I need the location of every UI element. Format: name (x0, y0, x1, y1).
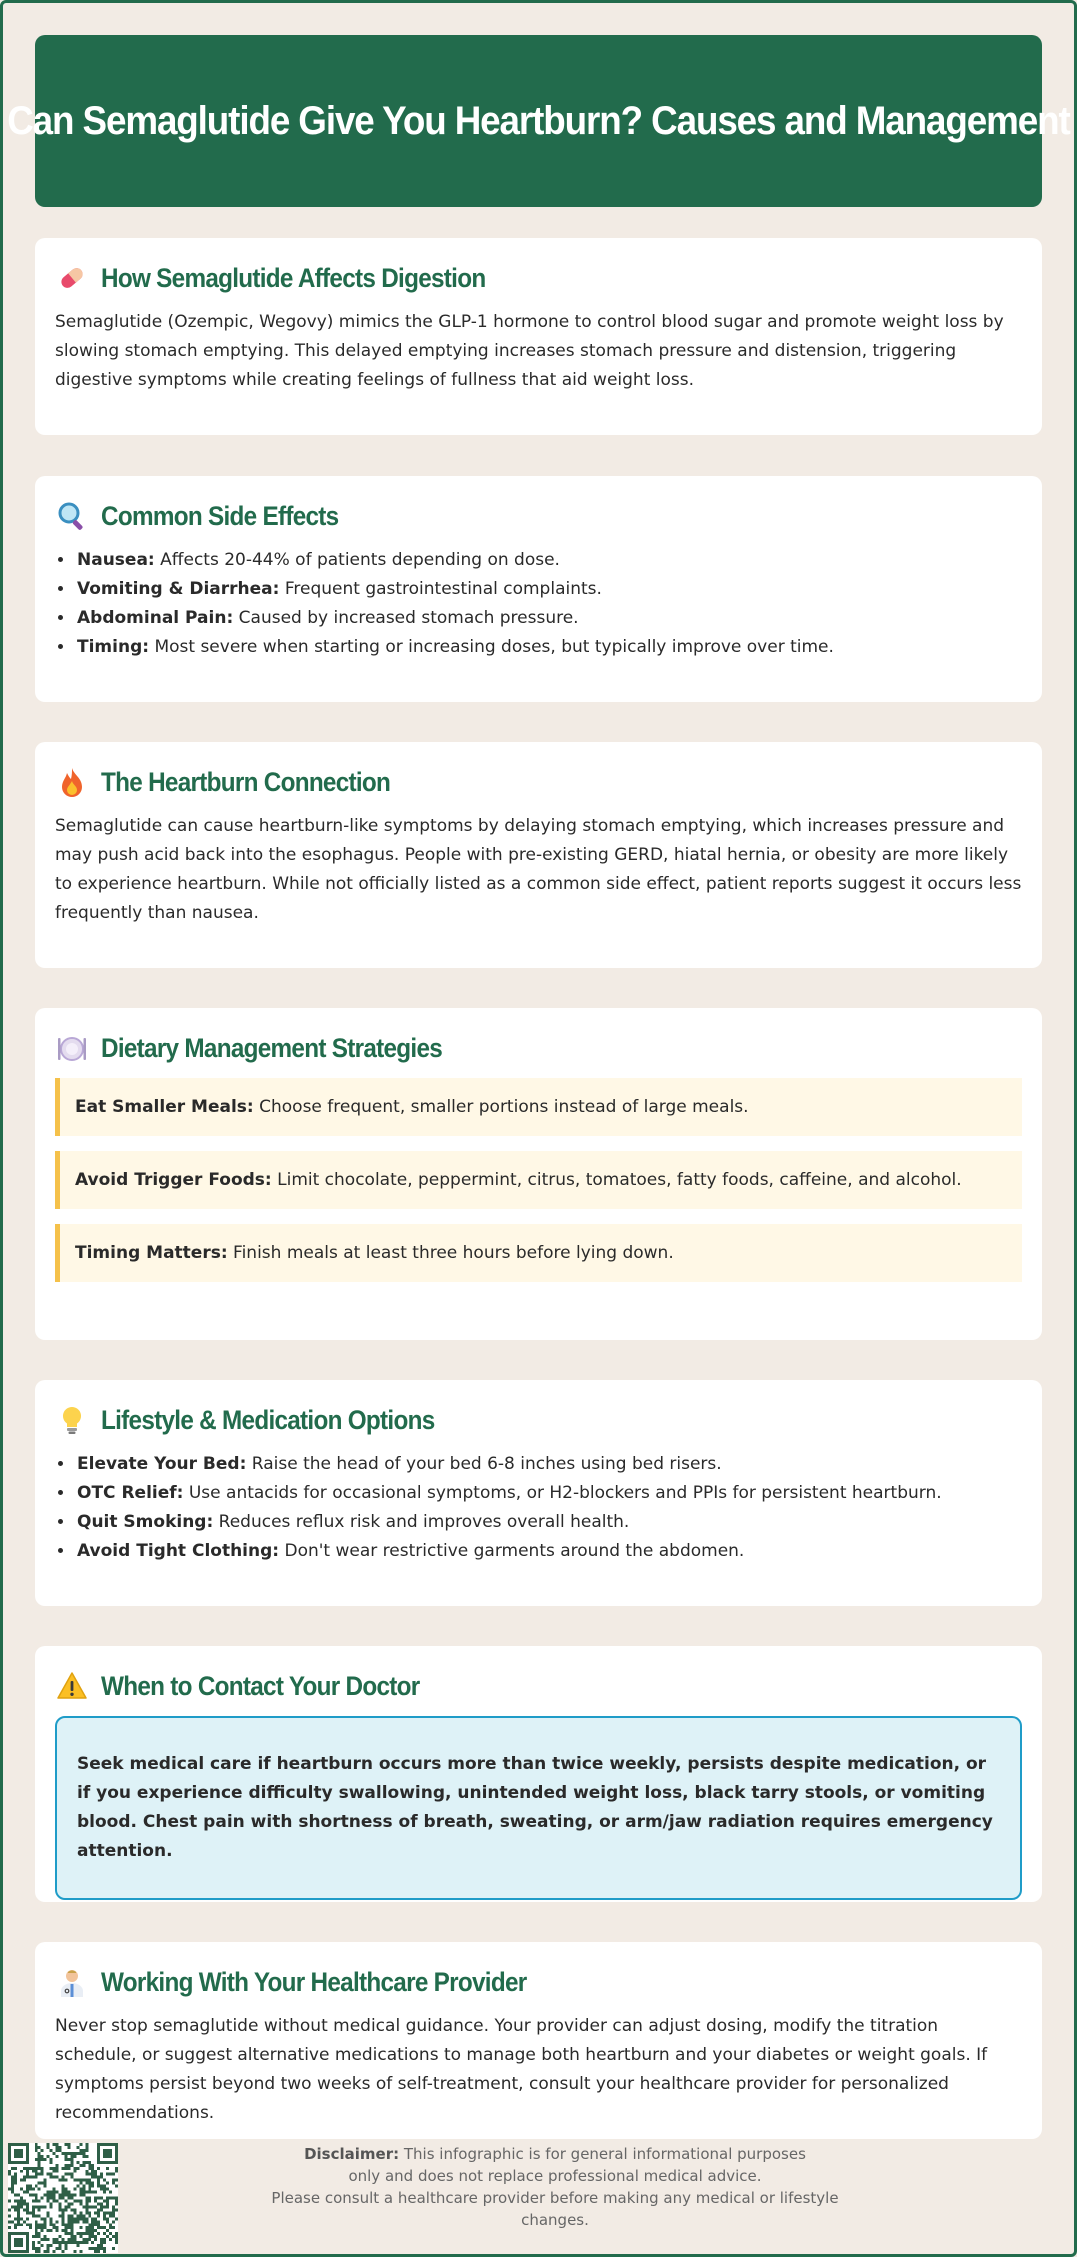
disclaimer-line3: Please consult a healthcare provider before making any medical or lifestyle changes. (271, 2189, 839, 2229)
item-label: Elevate Your Bed: (77, 1454, 247, 1474)
item-label: Timing Matters: (75, 1243, 228, 1263)
disclaimer-label: Disclaimer: (304, 2145, 400, 2163)
list-item (75, 546, 1022, 575)
list-item (75, 1479, 1022, 1508)
item-label: Nausea: (77, 550, 155, 570)
section-heartburn (35, 742, 1042, 968)
section-title: Working With Your Healthcare Provider (101, 1966, 527, 1997)
footer (0, 2143, 1077, 2253)
section-side-effects-header (55, 496, 1022, 536)
section-doctor-header (55, 1666, 1022, 1706)
pill-icon (55, 261, 89, 295)
doctor-icon (55, 1965, 89, 1999)
section-text: Semaglutide (Ozempic, Wegovy) mimics the GLP-1 hormone to control blood sugar and promote weight loss by slowing stomach emptying. This delayed emptying increases stomach pressure and distension, triggering digestive symptoms while creating feelings of fullness that aid weight loss. (55, 312, 1004, 390)
section-title: Lifestyle & Medication Options (101, 1404, 435, 1435)
section-lifestyle (35, 1380, 1042, 1606)
item-text: Affects 20-44% of patients depending on dose. (160, 550, 560, 570)
list-item (75, 633, 1022, 662)
lifestyle-list (55, 1450, 1022, 1566)
item-text: Choose frequent, smaller portions instead of large meals. (259, 1097, 749, 1117)
item-label: Eat Smaller Meals: (75, 1097, 254, 1117)
page-title: Can Semaglutide Give You Heartburn? Causes and Management (7, 98, 1070, 143)
item-text: Finish meals at least three hours before lying down. (233, 1243, 674, 1263)
warning-icon (55, 1669, 89, 1703)
disclaimer (260, 2143, 850, 2231)
section-dietary (35, 1008, 1042, 1340)
plate-icon (55, 1031, 89, 1065)
section-text: Never stop semaglutide without medical guidance. Your provider can adjust dosing, modify the titration schedule, or suggest alternative medications to manage both heartburn and your diabetes or weight goals. If symptoms persist beyond two weeks of self-treatment, consult your healthcare provider for personalized recommendations. (55, 2016, 988, 2123)
item-text: Limit chocolate, peppermint, citrus, tomatoes, fatty foods, caffeine, and alcohol. (277, 1170, 962, 1190)
section-side-effects (35, 476, 1042, 702)
section-digestion (35, 238, 1042, 435)
item-text: Reduces reflux risk and improves overall health. (218, 1512, 630, 1532)
strategy-item (55, 1151, 1022, 1209)
disclaimer-line2: only and does not replace professional medical advice. (348, 2167, 762, 2185)
section-title: Dietary Management Strategies (101, 1032, 443, 1063)
section-lifestyle-header (55, 1400, 1022, 1440)
item-label: OTC Relief: (77, 1483, 184, 1503)
section-title: Common Side Effects (101, 500, 339, 531)
strategy-item (55, 1078, 1022, 1136)
section-provider-header (55, 1962, 1022, 2002)
item-text: Frequent gastrointestinal complaints. (284, 579, 602, 599)
section-title: When to Contact Your Doctor (101, 1670, 420, 1701)
alert-text: Seek medical care if heartburn occurs more than twice weekly, persists despite medication, or if you experience difficulty swallowing, unintended weight loss, black tarry stools, or vomiting blood. Chest pain with shortness of breath, sweating, or arm/jaw radiation requires emergency attention. (77, 1754, 993, 1861)
page-header (7, 35, 1070, 207)
fire-icon (55, 765, 89, 799)
item-label: Avoid Tight Clothing: (77, 1541, 280, 1561)
item-label: Vomiting & Diarrhea: (77, 579, 280, 599)
strategy-list (55, 1078, 1022, 1282)
list-item (75, 575, 1022, 604)
item-label: Quit Smoking: (77, 1512, 214, 1532)
item-text: Don't wear restrictive garments around the abdomen. (284, 1541, 745, 1561)
list-item (75, 1450, 1022, 1479)
section-title: The Heartburn Connection (101, 766, 391, 797)
infographic (7, 35, 1070, 2123)
item-label: Avoid Trigger Foods: (75, 1170, 272, 1190)
side-effects-list (55, 546, 1022, 662)
section-provider (35, 1942, 1042, 2139)
magnifier-icon (55, 499, 89, 533)
disclaimer-line1: This infographic is for general informational purposes (403, 2145, 806, 2163)
section-heartburn-header (55, 762, 1022, 802)
section-dietary-header (55, 1028, 1022, 1068)
section-doctor (35, 1646, 1042, 1902)
item-text: Caused by increased stomach pressure. (238, 608, 579, 628)
qr-code (8, 2143, 118, 2253)
list-item (75, 1537, 1022, 1566)
item-label: Abdominal Pain: (77, 608, 234, 628)
item-label: Timing: (77, 637, 150, 657)
item-text: Most severe when starting or increasing doses, but typically improve over time. (154, 637, 834, 657)
list-item (75, 604, 1022, 633)
list-item (75, 1508, 1022, 1537)
section-title: How Semaglutide Affects Digestion (101, 262, 486, 293)
item-text: Use antacids for occasional symptoms, or H2-blockers and PPIs for persistent heartburn. (188, 1483, 942, 1503)
section-text: Semaglutide can cause heartburn-like symptoms by delaying stomach emptying, which increases pressure and may push acid back into the esophagus. People with pre-existing GERD, hiatal hernia, or obesity are more likely to experience heartburn. While not officially listed as a common side effect, patient reports suggest it occurs less frequently than nausea. (55, 816, 1022, 923)
item-text: Raise the head of your bed 6-8 inches using bed risers. (251, 1454, 722, 1474)
lightbulb-icon (55, 1403, 89, 1437)
doctor-alert-box (55, 1716, 1022, 1900)
section-digestion-header (55, 258, 1022, 298)
strategy-item (55, 1224, 1022, 1282)
